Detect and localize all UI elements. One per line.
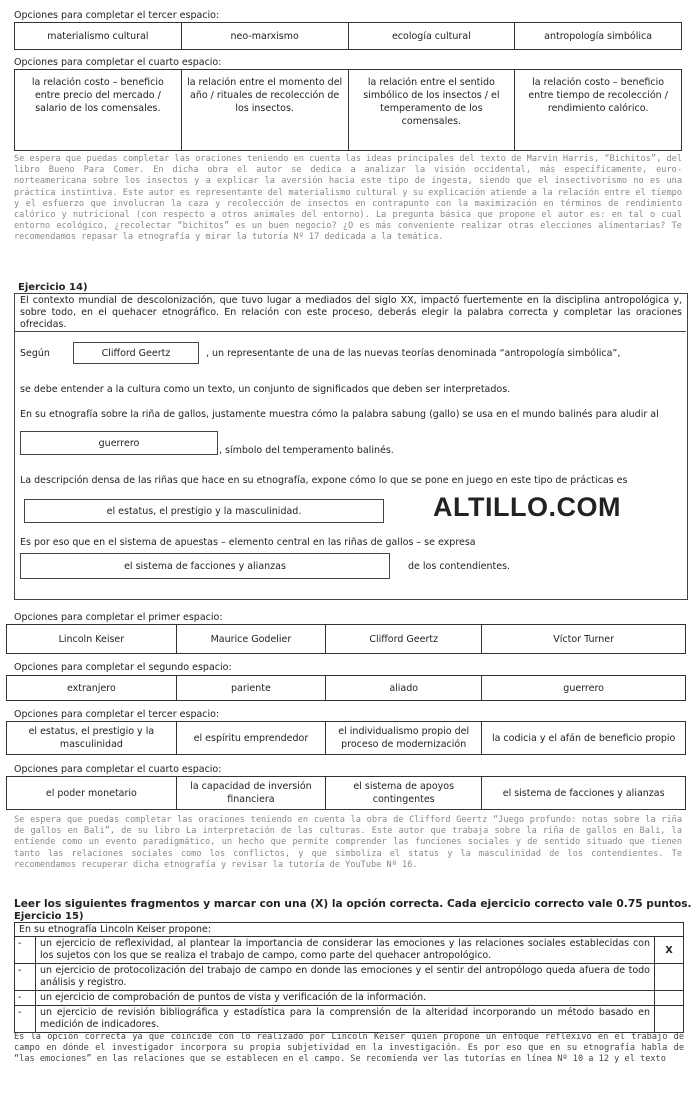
- dash: -: [15, 937, 36, 964]
- option-row: [15, 1006, 684, 1033]
- exercise-15-title: Ejercicio 15): [14, 911, 84, 922]
- option-cell: la relación costo – beneficio entre tiempo de recolección / rendimiento calórico.: [515, 70, 682, 151]
- line6-text: Es por eso que en el sistema de apuestas – elemento central en las riñas de gallos – se expresa: [20, 537, 476, 548]
- option-text: un ejercicio de protocolización del trabajo de campo en donde las emociones y el sentir del antropólogo queda afuera de todo análisis y registro.: [36, 964, 655, 991]
- option-cell: el espíritu emprendedor: [176, 722, 325, 755]
- mark-cell[interactable]: [655, 964, 684, 991]
- dash: -: [15, 964, 36, 991]
- option-cell: guerrero: [482, 676, 686, 701]
- fourth-space-label-14: Opciones para completar el cuarto espacio:: [14, 764, 222, 775]
- line1-rest: , un representante de una de las nuevas teorías denominada “antropología simbólica”,: [206, 348, 621, 359]
- option-cell: extranjero: [7, 676, 177, 701]
- watermark-logo: ALTILLO.COM: [433, 492, 621, 522]
- fourth-space-options-14: [6, 776, 686, 810]
- option-cell: el sistema de apoyos contingentes: [326, 777, 482, 810]
- option-cell: ecología cultural: [348, 23, 515, 50]
- option-cell: antropología simbólica: [515, 23, 682, 50]
- option-cell: la relación entre el momento del año / rituales de recolección de los insectos.: [181, 70, 348, 151]
- option-cell: aliado: [326, 676, 482, 701]
- third-space-options: [14, 22, 682, 50]
- option-text: un ejercicio de reflexividad, al plantear la importancia de considerar las emociones y las relaciones sociales establecidas con los sujetos con los que se realiza el trabajo de campo, como parte del quehacer antropológico.: [36, 937, 655, 964]
- exercise-14-intro: El contexto mundial de descolonización, que tuvo lugar a mediados del siglo XX, impactó fuertemente en la disciplina antropológica y, sobre todo, en el quehacer etnográfico. En relación con este proceso, deberás elegir la palabra correcta y completar las oraciones ofrecidas.: [20, 295, 682, 330]
- line7-rest: de los contendientes.: [408, 561, 511, 572]
- geertz-explanation: Se espera que puedas completar las oraciones teniendo en cuenta la obra de Clifford Geertz “Juego profundo: notas sobre la riña de gallos en Bali”, de su libro La interpretación de las culturas. Este autor que trabaja sobre la riña de gallos en Bali, la entiende como un evento paradigmático, un hecho que permite comprender las funciones sociales y de sentido situado que tienen tanto las relaciones sociales como los conflictos, y que simboliza el status y la masculinidad de los contendientes. Te recomendamos recuperar dicha etnografía y revisar la tutoría de YouTube Nº 16.: [14, 815, 682, 870]
- option-cell: materialismo cultural: [15, 23, 182, 50]
- option-cell: pariente: [176, 676, 325, 701]
- option-cell: Maurice Godelier: [176, 625, 325, 654]
- exercise-15-prompt: En su etnografía Lincoln Keiser propone:: [15, 923, 684, 937]
- option-text: un ejercicio de revisión bibliográfica y estadística para la comprensión de la alteridad incorporando un método basado en medición de indicadores.: [36, 1006, 655, 1033]
- option-cell: la capacidad de inversión financiera: [176, 777, 325, 810]
- option-row: [15, 991, 684, 1006]
- line3-text: En su etnografía sobre la riña de gallos, justamente muestra cómo la palabra sabung (gallo) se usa en el mundo balinés para aludir al: [20, 409, 659, 420]
- divider: [14, 331, 686, 332]
- second-space-options: [6, 675, 686, 701]
- fourth-space-label: Opciones para completar el cuarto espacio:: [14, 57, 222, 68]
- line4-rest: , símbolo del temperamento balinés.: [219, 445, 394, 456]
- first-space-label: Opciones para completar el primer espacio:: [14, 612, 223, 623]
- option-cell: el estatus, el prestigio y la masculinidad: [7, 722, 177, 755]
- option-row: [15, 937, 684, 964]
- mark-cell[interactable]: [655, 1006, 684, 1033]
- dash: -: [15, 991, 36, 1006]
- exercise-14-title: Ejercicio 14): [18, 282, 88, 293]
- third-space-label: Opciones para completar el tercer espacio:: [14, 10, 220, 21]
- option-cell: el individualismo propio del proceso de modernización: [326, 722, 482, 755]
- option-cell: Víctor Turner: [482, 625, 686, 654]
- option-cell: el poder monetario: [7, 777, 177, 810]
- option-cell: el sistema de facciones y alianzas: [482, 777, 686, 810]
- third-space-options-14: [6, 721, 686, 755]
- option-cell: la relación costo – beneficio entre precio del mercado / salario de los comensales.: [15, 70, 182, 151]
- option-cell: la relación entre el sentido simbólico de los insectos / el temperamento de los comensales.: [348, 70, 515, 151]
- second-space-label: Opciones para completar el segundo espacio:: [14, 662, 232, 673]
- answer-box-2[interactable]: guerrero: [20, 431, 218, 455]
- segun-text: Según: [20, 348, 50, 359]
- option-text: un ejercicio de comprobación de puntos de vista y verificación de la información.: [36, 991, 655, 1006]
- fourth-space-options: [14, 69, 682, 151]
- answer-box-1[interactable]: Clifford Geertz: [73, 342, 199, 364]
- third-space-label-14: Opciones para completar el tercer espacio:: [14, 709, 220, 720]
- option-cell: la codicia y el afán de beneficio propio: [482, 722, 686, 755]
- exercise-15-table: [14, 922, 684, 1033]
- dash: -: [15, 1006, 36, 1033]
- harris-explanation: Se espera que puedas completar las oraciones teniendo en cuenta las ideas principales del texto de Marvin Harris, “Bichitos”, del libro Bueno Para Comer. En dicha obra el autor se dedica a analizar la visión occidental, más específicamente, euro-norteamericana sobre los insectos y a explicar la aversión hacia este tipo de ingesta, siendo que el insectivorismo no es una práctica instintiva. Este autor es representante del materialismo cultural y su explicación atiende a la relación entre el tiempo y el esfuerzo que involucran la caza y recolección de insectos en contrapunto con la maximización en términos de rendimiento calórico y nutricional (con respecto a otros animales del entorno). La pregunta básica que propone el autor es: en tal o cual entorno ecológico, ¿recolectar “bichitos” es un buen negocio? ¿O es más conveniente realizar otras elecciones alimentarias? Te recomendamos repasar la etnografía y mirar la tutoría Nº 17 dedicada a la temática.: [14, 154, 682, 243]
- option-cell: Clifford Geertz: [326, 625, 482, 654]
- mark-cell[interactable]: [655, 991, 684, 1006]
- first-space-options: [6, 624, 686, 654]
- line5-text: La descripción densa de las riñas que hace en su etnografía, expone cómo lo que se pone en juego en este tipo de prácticas es: [20, 475, 628, 486]
- option-cell: Lincoln Keiser: [7, 625, 177, 654]
- answer-box-3[interactable]: el estatus, el prestigio y la masculinidad.: [24, 499, 384, 523]
- keiser-explanation: Es la opción correcta ya que coincide con lo realizado por Lincoln Keiser quien propone un enfoque reflexivo en el trabajo de campo en dónde el investigador incorpora su propia subjetividad en la investigación. Es por eso que en su etnografía habla de “las emociones” en las relaciones que se establecen en el campo. Se recomienda ver las tutorías en línea Nº 10 a 12 y el texto: [14, 1032, 684, 1065]
- answer-box-4[interactable]: el sistema de facciones y alianzas: [20, 553, 390, 579]
- option-cell: neo-marxismo: [181, 23, 348, 50]
- mark-cell[interactable]: X: [655, 937, 684, 964]
- line2-text: se debe entender a la cultura como un texto, un conjunto de significados que deben ser interpretados.: [20, 384, 511, 395]
- option-row: [15, 964, 684, 991]
- section-heading: Leer los siguientes fragmentos y marcar con una (X) la opción correcta. Cada ejercicio correcto vale 0.75 puntos.: [14, 898, 692, 910]
